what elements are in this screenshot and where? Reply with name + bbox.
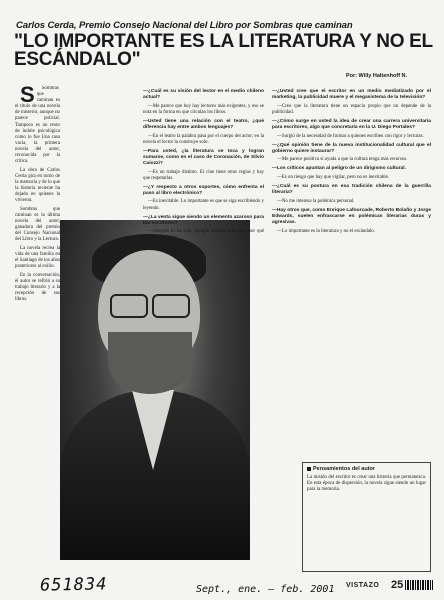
clipping-archive-number: 651834 — [39, 574, 108, 596]
answer: —Es inevitable. Lo importante es que se siga escribiendo y leyendo. — [143, 199, 264, 211]
question: —Los críticos apuntan al peligro de un dirigismo cultural. — [272, 166, 406, 172]
publication-name: VISTAZO — [346, 582, 380, 589]
question: —¿Qué opinión tiene de la nueva institucionalidad cultural que el gobierno quiere instaurar? — [272, 142, 431, 154]
answer: —Me parece positiva si ayuda a que la cultura tenga más recursos. — [277, 157, 408, 163]
page-number: 25 — [391, 579, 404, 591]
answer: —Creo que la literatura tiene un espacio propio que no depende de la publicidad. — [272, 103, 431, 115]
drop-cap: S — [20, 86, 35, 107]
text-column-1 — [15, 86, 135, 566]
article-headline: "LO IMPORTANTE ES LA LITERATURA Y NO EL ESCÁNDALO" — [14, 31, 433, 70]
answer: —Es un riesgo que hay que vigilar, pero no es inevitable. — [277, 175, 389, 181]
paragraph: La obra de Carlos Cerda gira en torno de la memoria y de lo que la historia reciente ha dejado en quienes la vivieron. — [15, 167, 60, 204]
question: —Para usted, ¿la literatura se toca y logran sumarse, como en el caso de Coronación, de Silvio Caiozzi? — [143, 148, 264, 166]
question: —¿Usted cree que el escritor en un medio mediatizado por el marketing, la publicidad muere y el megasistema de la televisión? — [272, 89, 431, 101]
paragraph: Sombras que caminan es la última novela del autor, ganadora del premio del Consejo Nacional del Libro y la Lectura. — [15, 206, 60, 243]
clipping-date: Sept., ene. – feb. 2001 — [196, 584, 335, 595]
paragraph: En la conversación, el autor se refirió a su trabajo literario y a la recepción de sus libros. — [15, 272, 60, 303]
article-kicker: Carlos Cerda, Premio Consejo Nacional del Libro por Sombras que caminan — [16, 20, 353, 31]
sidebox-title: Pensamientos del autor — [307, 466, 426, 472]
article-byline: Por: Willy Haltenhoff N. — [346, 73, 408, 79]
question: —¿La venta sigue siendo un elemento azaroso para los escritores? — [143, 214, 264, 226]
question: —¿Cuál es su postura en esa tradición chilena de la guerrilla literaria? — [272, 184, 431, 196]
question: —¿Y respecto a otros soportes, cómo enfrenta el paso al libro electrónico? — [143, 184, 264, 196]
answer: —Lo importante es la literatura y no el escándalo. — [277, 228, 375, 234]
author-thoughts-box — [302, 462, 431, 572]
answer: —Es un trabajo distinto. El cine tiene otras reglas y hay que respetarlas. — [143, 169, 264, 181]
answer: —No me interesa la polémica personal. — [277, 198, 355, 204]
paragraph: La novela recrea la vida de una familia en el Santiago de los años posteriores al exilio. — [15, 245, 60, 270]
question: —¿Cómo surge en usted la idea de crear una carrera universitaria para escritores, algo que concretaría en la U. Diego Portales? — [272, 118, 431, 130]
square-bullet-icon — [307, 467, 311, 471]
barcode-icon — [405, 580, 433, 590]
answer: —En el teatro la palabra pasa por el cuerpo del actor; en la novela el lector la construye solo. — [143, 133, 264, 145]
question: —¿Cuál es su visión del lector en el medio chileno actual? — [143, 89, 264, 101]
answer: —Surgió de la necesidad de formar a quienes escriben con rigor y lecturas. — [277, 133, 424, 139]
paragraph: S Sombras que caminan es el título de una novela de misterio, aunque no parece policial. Tampoco es un texto de índole psicológica como lo fue Una casa vacía, la primera novela del autor, reconocida por la crítica. — [15, 86, 60, 165]
answer: —Siempre lo ha sido. Ningún escritor sabe bien por qué un libro funciona. — [143, 229, 264, 241]
question: —Usted tiene una relación con el teatro, ¿qué diferencia hay entre ambos lenguajes? — [143, 118, 264, 130]
sidebox-text: La misión del escritor es crear una historia que permanezca. En esta época de dispersión, la novela sigue siendo un lugar para la memoria. — [307, 475, 426, 493]
text-column-2 — [143, 86, 264, 566]
answer: —Me parece que hoy hay lectores más exigentes, y eso se nota en la forma en que circulan los libros. — [143, 103, 264, 115]
question: —Hay otros que, como Enrique Lafourcade, Roberto Bolaño y Jorge Edwards, suelen enfrascarse en polémicas literarias duras y agresivas. — [272, 207, 431, 226]
